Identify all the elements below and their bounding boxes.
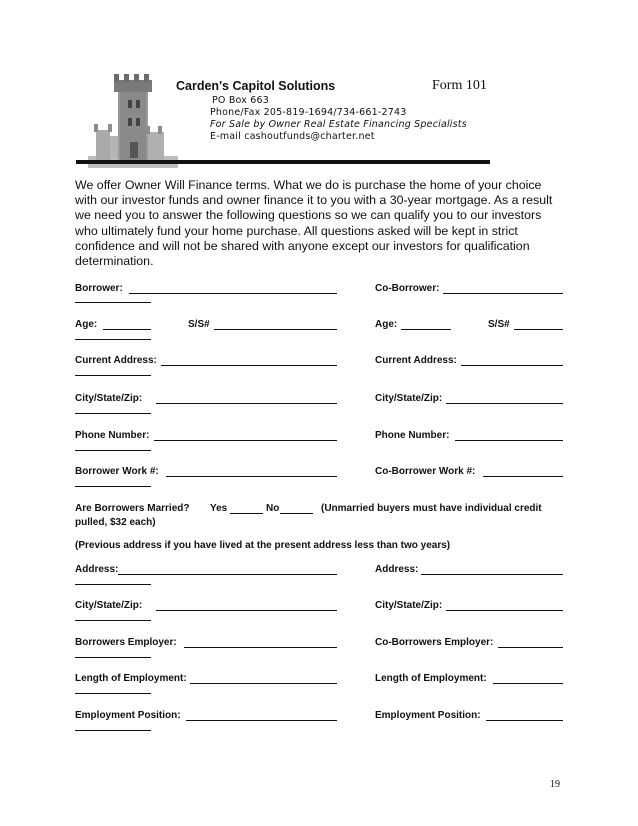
co-prev-address-label: Address:: [375, 564, 419, 575]
city-state-zip-label: City/State/Zip:: [75, 393, 143, 404]
age-ssn-field-continued[interactable]: [75, 339, 151, 340]
ssn-label: S/S#: [188, 319, 210, 330]
city-state-zip-field[interactable]: [156, 403, 337, 404]
borrower-label: Borrower:: [75, 283, 123, 294]
length-employment-label: Length of Employment:: [75, 673, 187, 684]
phone-fax: Phone/Fax 205-819-1694/734-661-2743: [210, 107, 407, 118]
co-current-address-field[interactable]: [461, 365, 563, 366]
prev-address-field-continued[interactable]: [75, 584, 151, 585]
co-borrower-label: Co-Borrower:: [375, 283, 440, 294]
phone-number-field[interactable]: [154, 440, 337, 441]
borrower-work-label: Borrower Work #:: [75, 466, 159, 477]
email: E-mail cashoutfunds@charter.net: [210, 131, 375, 142]
employer-field[interactable]: [184, 647, 337, 648]
married-note-continued: pulled, $32 each): [75, 517, 156, 528]
co-borrower-work-label: Co-Borrower Work #:: [375, 466, 476, 477]
co-borrower-field[interactable]: [443, 293, 563, 294]
length-employment-field[interactable]: [190, 683, 337, 684]
married-no-field[interactable]: [280, 513, 313, 514]
header-divider: [76, 160, 490, 164]
co-phone-number-label: Phone Number:: [375, 430, 450, 441]
castle-icon: [88, 72, 178, 168]
married-no-label: No: [266, 503, 280, 514]
intro-paragraph: We offer Owner Will Finance terms. What we do is purchase the home of your choice with our investor funds and owner finance it to you with a 30-year mortgage. As a result we need you to answer the following questions so we can qualify you to our investors who ultimately fund your home purchase. All questions asked will be kept in strict confidence and will not be shared with anyone except our investors for qualification determination.: [75, 178, 553, 269]
prev-city-state-zip-field[interactable]: [156, 610, 337, 611]
borrower-field-continued[interactable]: [75, 302, 151, 303]
co-position-label: Employment Position:: [375, 710, 481, 721]
previous-address-note: (Previous address if you have lived at the present address less than two years): [75, 540, 451, 551]
current-address-label: Current Address:: [75, 355, 157, 366]
city-state-zip-field-continued[interactable]: [75, 413, 151, 414]
married-note: (Unmarried buyers must have individual credit: [321, 503, 542, 514]
borrower-work-field[interactable]: [166, 476, 337, 477]
employer-label: Borrowers Employer:: [75, 637, 177, 648]
employer-field-continued[interactable]: [75, 657, 151, 658]
age-field[interactable]: [103, 329, 151, 330]
co-employer-label: Co-Borrowers Employer:: [375, 637, 494, 648]
co-city-state-zip-label: City/State/Zip:: [375, 393, 443, 404]
co-phone-number-field[interactable]: [455, 440, 563, 441]
page-number: 19: [550, 779, 560, 790]
married-question: Are Borrowers Married?: [75, 503, 190, 514]
current-address-field-continued[interactable]: [75, 375, 151, 376]
borrower-field[interactable]: [129, 293, 337, 294]
co-age-field[interactable]: [401, 329, 451, 330]
married-yes-label: Yes: [210, 503, 228, 514]
form-number: Form 101: [432, 78, 487, 93]
prev-city-state-zip-label: City/State/Zip:: [75, 600, 143, 611]
prev-address-field[interactable]: [118, 574, 337, 575]
prev-city-state-zip-field-continued[interactable]: [75, 620, 151, 621]
tagline: For Sale by Owner Real Estate Financing Specialists: [210, 119, 467, 130]
married-yes-field[interactable]: [230, 513, 263, 514]
co-length-employment-label: Length of Employment:: [375, 673, 487, 684]
phone-number-field-continued[interactable]: [75, 450, 151, 451]
age-label: Age:: [75, 319, 98, 330]
co-employer-field[interactable]: [498, 647, 563, 648]
borrower-work-field-continued[interactable]: [75, 486, 151, 487]
co-length-employment-field[interactable]: [493, 683, 563, 684]
ssn-field[interactable]: [214, 329, 337, 330]
length-employment-field-continued[interactable]: [75, 693, 151, 694]
co-current-address-label: Current Address:: [375, 355, 457, 366]
position-field[interactable]: [186, 720, 337, 721]
co-prev-city-state-zip-label: City/State/Zip:: [375, 600, 443, 611]
po-box: PO Box 663: [212, 95, 270, 106]
current-address-field[interactable]: [161, 365, 337, 366]
company-name: Carden's Capitol Solutions: [176, 79, 336, 93]
co-age-label: Age:: [375, 319, 398, 330]
prev-address-label: Address:: [75, 564, 119, 575]
co-ssn-label: S/S#: [488, 319, 510, 330]
position-field-continued[interactable]: [75, 730, 151, 731]
co-prev-city-state-zip-field[interactable]: [446, 610, 563, 611]
co-city-state-zip-field[interactable]: [446, 403, 563, 404]
co-ssn-field[interactable]: [514, 329, 563, 330]
co-prev-address-field[interactable]: [421, 574, 563, 575]
position-label: Employment Position:: [75, 710, 181, 721]
co-borrower-work-field[interactable]: [483, 476, 563, 477]
co-position-field[interactable]: [486, 720, 563, 721]
phone-number-label: Phone Number:: [75, 430, 150, 441]
